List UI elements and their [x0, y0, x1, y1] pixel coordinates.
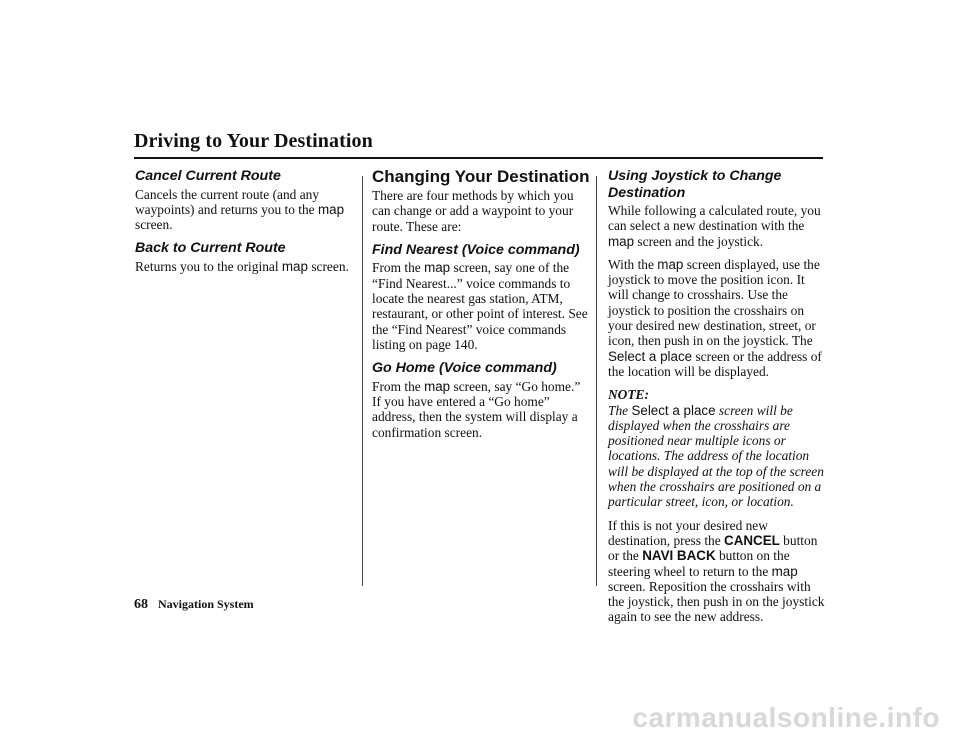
- map-screen-term: map: [424, 260, 451, 276]
- joystick-note: [608, 387, 826, 509]
- text-run: If this is not your desired new destination, press the: [608, 517, 768, 548]
- changing-destination-intro: There are four methods by which you can change or add a waypoint to your route. These are:: [372, 188, 574, 234]
- cancel-route-text: [135, 187, 353, 233]
- map-screen-term: map: [317, 201, 345, 217]
- go-home-heading: Go Home (Voice command): [372, 360, 557, 377]
- title-rule: [134, 157, 823, 159]
- text-run: screen. Reposition the crosshairs with the joystick, then push in on the joystick again to see the new address.: [608, 578, 825, 625]
- text-run: screen, say “Go home.” If you have entered a “Go home” address, then the system will display a confirmation screen.: [372, 378, 581, 440]
- column-left: [135, 163, 353, 282]
- select-place-term: Select a place: [608, 348, 693, 364]
- text-run: While following a calculated route, you can select a new destination with the: [608, 203, 821, 234]
- page-title: Driving to Your Destination: [134, 130, 373, 152]
- column-divider-left: [362, 176, 363, 586]
- go-home-text: [372, 379, 590, 440]
- navi-back-button-term: NAVI BACK: [642, 548, 716, 564]
- text-run: Returns you to the original: [135, 258, 282, 274]
- text-run: With the: [608, 256, 658, 272]
- note-label: NOTE:: [608, 387, 649, 403]
- map-screen-term: map: [608, 233, 635, 249]
- page-number: 68: [134, 597, 148, 612]
- text-run: button or the: [608, 532, 818, 564]
- column-divider-right: [596, 176, 597, 586]
- map-screen-term: map: [424, 378, 451, 394]
- text-run: button on the steering wheel to return to the: [608, 548, 790, 579]
- select-place-term: Select a place: [631, 402, 716, 418]
- text-run: screen.: [135, 217, 173, 233]
- joystick-text-1: [608, 203, 826, 249]
- text-run: screen displayed, use the joystick to move the position icon. It will change to crosshairs. Use the joystick to position the crosshairs on your desired new destination, street, or icon, then push in on the joystick. The: [608, 256, 820, 349]
- joystick-heading: Using Joystick to Change Destination: [608, 168, 782, 201]
- joystick-text-3: [608, 518, 826, 625]
- section-name: Navigation System: [158, 597, 254, 611]
- column-right: [608, 163, 826, 633]
- text-run: From the: [372, 260, 425, 276]
- text-run: screen or the address of the location will be displayed.: [608, 348, 822, 379]
- cancel-route-heading: Cancel Current Route: [135, 168, 281, 184]
- cancel-button-term: CANCEL: [724, 532, 780, 548]
- text-run: screen.: [307, 258, 349, 274]
- text-run: Cancels the current route (and any waypoints) and returns you to the: [135, 186, 320, 217]
- column-middle: [372, 163, 590, 448]
- back-route-heading: Back to Current Route: [135, 240, 286, 257]
- changing-destination-heading: Changing Your Destination: [372, 167, 590, 186]
- text-run: screen will be displayed when the crosshairs are positioned near multiple icons or locations. The address of the location will be displayed at the top of the screen when the crosshairs are positioned on a particular street, icon, or location.: [608, 402, 824, 510]
- map-screen-term: map: [281, 258, 308, 274]
- find-nearest-heading: Find Nearest (Voice command): [372, 241, 580, 258]
- find-nearest-text: [372, 260, 590, 352]
- text-run: The: [608, 402, 632, 418]
- text-run: screen and the joystick.: [634, 233, 764, 249]
- back-route-text: [135, 259, 353, 274]
- page-footer: [134, 597, 254, 613]
- map-screen-term: map: [657, 256, 684, 272]
- map-screen-term: map: [771, 563, 798, 579]
- watermark: carmanualsonline.info: [632, 702, 940, 733]
- joystick-text-2: [608, 257, 826, 379]
- text-run: From the: [372, 378, 425, 394]
- text-run: screen, say one of the “Find Nearest...” voice commands to locate the nearest gas station, ATM, restaurant, or other point of interest. See the “Find Nearest” voice commands listing on page 140.: [372, 260, 588, 352]
